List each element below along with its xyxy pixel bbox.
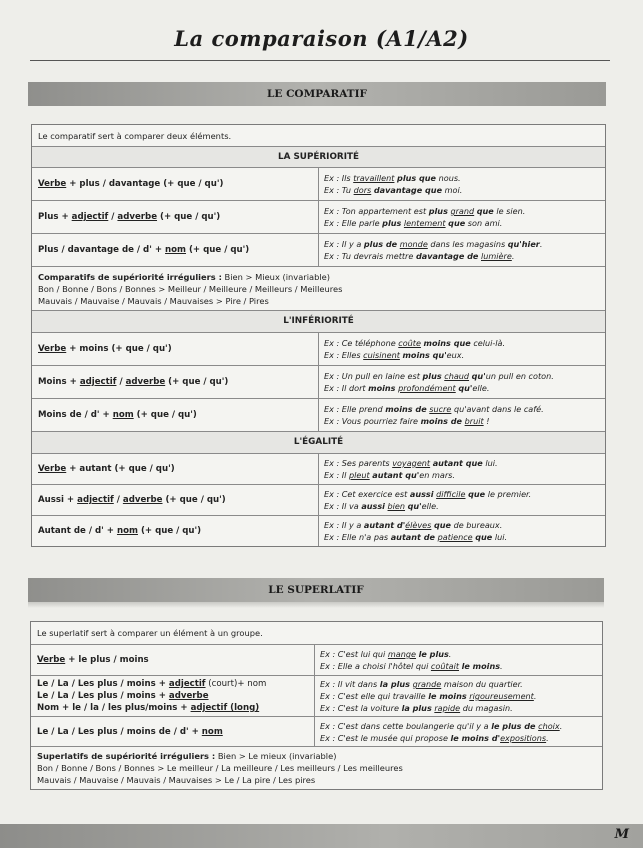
table-row <box>32 234 605 267</box>
example-cell: Ex : C'est lui qui mange le plus. Ex : Elle a choisi l'hôtel qui coûtait le moins. <box>314 645 602 675</box>
example-cell: Ex : Cet exercice est aussi difficile que le premier. Ex : Il va aussi bien qu'elle. <box>318 485 605 515</box>
inferiorite-heading-text: L'INFÉRIORITÉ <box>283 316 354 326</box>
rule-cell: Verbe + moins (+ que / qu') <box>38 344 172 354</box>
rule-cell: Verbe + le plus / moins <box>37 655 149 665</box>
irregular-superlatives: Superlatifs de supériorité irréguliers : Bien > Le mieux (invariable) Bon / Bonne / Bons / Bonnes > Le meilleur / La meilleure / Les meilleurs / Les meilleures Mauvais / Mauvaise / Mauvais / Mauvaises > Le / La pire / Les pires <box>37 751 403 785</box>
footer-mark: M <box>614 827 629 842</box>
superiorite-heading <box>32 147 605 168</box>
inferiorite-heading <box>32 311 605 333</box>
rule-cell: Aussi + adjectif / adverbe (+ que / qu') <box>38 495 226 505</box>
example-cell: Ex : Ses parents voyagent autant que lui. Ex : Il pleut autant qu'en mars. <box>318 454 605 484</box>
table-row <box>32 485 605 516</box>
irregular-comparatives: Comparatifs de supériorité irréguliers : Bien > Mieux (invariable) Bon / Bonne / Bons / Bonnes > Meilleur / Meilleure / Meilleurs / Meilleures Mauvais / Mauvaise / Mauvais / Mauvaises > Pire / Pires <box>32 267 605 311</box>
superlatif-intro: Le superlatif sert à comparer un élément à un groupe. <box>37 628 263 638</box>
rule-cell: Verbe + autant (+ que / qu') <box>38 464 175 474</box>
example-cell: Ex : Un pull en laine est plus chaud qu'un pull en coton. Ex : Il dort moins profondément qu'elle. <box>318 366 605 398</box>
example-cell: Ex : C'est dans cette boulangerie qu'il y a le plus de choix. Ex : C'est le musée qui propose le moins d'expositions. <box>314 717 602 746</box>
rule-cell: Le / La / Les plus / moins + adjectif (court)+ nom Le / La / Les plus / moins + adverbe Nom + le / la / les plus/moins + adjectif (long) <box>37 679 267 713</box>
example-cell: Ex : Ton appartement est plus grand que le sien. Ex : Elle parle plus lentement que son ami. <box>318 201 605 233</box>
superlatif-banner: LE SUPERLATIF <box>28 578 604 602</box>
comparatif-table <box>31 124 606 547</box>
table-row <box>32 168 605 201</box>
example-cell: Ex : Ils travaillent plus que nous. Ex : Tu dors davantage que moi. <box>318 168 605 200</box>
table-row <box>31 717 602 747</box>
example-cell: Ex : Il y a plus de monde dans les magasins qu'hier. Ex : Tu devrais mettre davantage de lumière. <box>318 234 605 266</box>
superlatif-table <box>30 621 603 790</box>
superiorite-heading-text: LA SUPÉRIORITÉ <box>278 152 359 162</box>
table-row <box>32 399 605 432</box>
comparatif-banner: LE COMPARATIF <box>28 82 606 106</box>
table-row <box>32 454 605 485</box>
table-row <box>32 516 605 546</box>
table-row <box>31 645 602 676</box>
table-row <box>32 366 605 399</box>
page-title: La comparaison (A1/A2) <box>174 26 469 51</box>
rule-cell: Plus / davantage de / d' + nom (+ que / qu') <box>38 245 250 255</box>
footer-bar <box>0 824 643 848</box>
rule-cell: Le / La / Les plus / moins de / d' + nom <box>37 726 223 737</box>
table-row <box>31 676 602 717</box>
rule-cell: Moins + adjectif / adverbe (+ que / qu') <box>38 377 229 387</box>
table-row <box>32 333 605 366</box>
example-cell: Ex : Elle prend moins de sucre qu'avant dans le café. Ex : Vous pourriez faire moins de bruit ! <box>318 399 605 431</box>
rule-cell: Plus + adjectif / adverbe (+ que / qu') <box>38 212 221 222</box>
rule-cell: Verbe + plus / davantage (+ que / qu') <box>38 179 224 189</box>
example-cell: Ex : Ce téléphone coûte moins que celui-là. Ex : Elles cuisinent moins qu'eux. <box>318 333 605 365</box>
example-cell: Ex : Il vit dans la plus grande maison du quartier. Ex : C'est elle qui travaille le moins rigoureusement. Ex : C'est la voiture la plus rapide du magasin. <box>314 676 602 716</box>
example-cell: Ex : Il y a autant d'élèves que de bureaux. Ex : Elle n'a pas autant de patience que lui. <box>318 516 605 546</box>
title-divider <box>30 60 610 61</box>
rule-cell: Autant de / d' + nom (+ que / qu') <box>38 526 202 536</box>
table-row <box>32 201 605 234</box>
comparatif-intro-row <box>32 125 605 147</box>
egalite-heading-text: L'ÉGALITÉ <box>293 437 344 447</box>
superlatif-intro-row <box>31 622 602 645</box>
egalite-heading <box>32 432 605 454</box>
comparatif-intro: Le comparatif sert à comparer deux éléments. <box>38 130 232 141</box>
banner-shadow <box>28 602 604 608</box>
rule-cell: Moins de / d' + nom (+ que / qu') <box>38 410 197 420</box>
